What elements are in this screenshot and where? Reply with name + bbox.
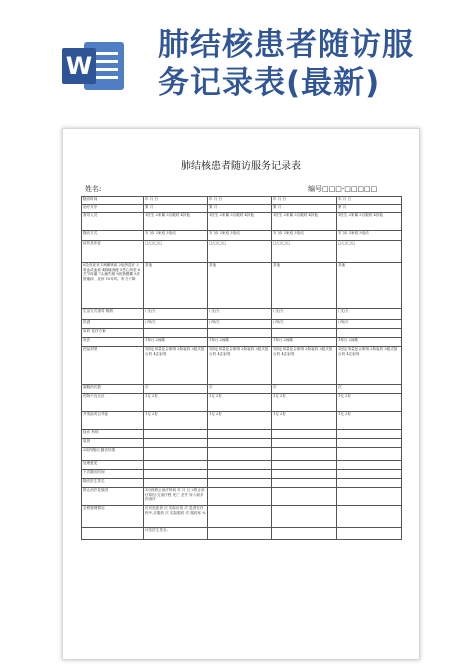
table-row bbox=[82, 197, 402, 205]
visit-cell[interactable] bbox=[208, 470, 272, 479]
visit-cell[interactable] bbox=[272, 470, 337, 479]
visit-cell[interactable] bbox=[208, 439, 272, 448]
visit-cell[interactable]: 1每日 2间歇 bbox=[144, 338, 208, 347]
visit-cell[interactable]: / 支/天 bbox=[208, 309, 272, 320]
visit-cell[interactable] bbox=[144, 448, 208, 461]
visit-cell[interactable]: 1每日 2间歇 bbox=[272, 338, 337, 347]
visit-cell[interactable]: 1无 2有 bbox=[272, 412, 337, 430]
visit-cell[interactable] bbox=[337, 448, 402, 461]
visit-cell[interactable]: 1无 2有 bbox=[144, 412, 208, 430]
row-label-cell: 随访时间 bbox=[82, 197, 144, 205]
visit-cell[interactable] bbox=[337, 430, 402, 439]
table-row bbox=[82, 448, 402, 461]
banner-title-line1: 肺结核患者随访服 bbox=[158, 27, 414, 63]
row-label-cell: 下次随访时间 bbox=[82, 470, 144, 479]
table-row bbox=[82, 461, 402, 470]
visit-cell[interactable]: / 支/天 bbox=[337, 309, 402, 320]
table-row bbox=[82, 329, 402, 338]
table-row bbox=[82, 394, 402, 412]
visit-cell[interactable]: □/□/□/□ bbox=[337, 241, 402, 263]
table-row bbox=[82, 263, 402, 309]
banner-title-line2: 务记录表(最新) bbox=[158, 65, 381, 101]
visit-cell[interactable]: 1每日 2间歇 bbox=[208, 338, 272, 347]
visit-cell[interactable]: 1固定剂量复合制剂 2散装药 3板式组合药 4注射剂 bbox=[208, 347, 272, 385]
visit-cell[interactable]: 1门诊 2家庭 3电话 bbox=[208, 231, 272, 241]
row-label-cell: 药品剂型 bbox=[82, 347, 144, 385]
visit-cell[interactable] bbox=[272, 448, 337, 461]
banner-title bbox=[158, 26, 414, 102]
visit-cell[interactable]: 次 bbox=[272, 385, 337, 394]
visit-cell[interactable]: 次 bbox=[208, 385, 272, 394]
visit-cell[interactable]: 1医生 2家属 3自服药 4其他 bbox=[208, 213, 272, 231]
row-label-cell: 用药 化疗方案 bbox=[82, 329, 144, 338]
visit-cell[interactable]: 1门诊 2家庭 3电话 bbox=[144, 231, 208, 241]
visit-cell[interactable]: 1无 2有 bbox=[272, 394, 337, 412]
visit-cell[interactable]: 1固定剂量复合制剂 2散装药 3板式组合药 4注射剂 bbox=[272, 347, 337, 385]
table-row bbox=[82, 479, 402, 488]
name-label: 姓名: bbox=[85, 185, 102, 193]
visit-cell[interactable] bbox=[208, 430, 272, 439]
visit-cell[interactable]: 1门诊 2家庭 3电话 bbox=[337, 231, 402, 241]
visit-cell[interactable]: 其他 bbox=[337, 263, 402, 309]
visit-cell[interactable] bbox=[337, 329, 402, 338]
visit-cell[interactable]: 1无 2有 bbox=[337, 394, 402, 412]
visit-cell[interactable] bbox=[208, 488, 272, 506]
visit-cell[interactable] bbox=[337, 506, 402, 528]
visit-cell[interactable]: 其他 bbox=[272, 263, 337, 309]
visit-cell[interactable]: 次 bbox=[337, 385, 402, 394]
visit-cell[interactable] bbox=[208, 448, 272, 461]
table-row bbox=[82, 205, 402, 213]
visit-cell[interactable]: 次 bbox=[144, 385, 208, 394]
row-label-cell: 2周内随访,随访结果 bbox=[82, 448, 144, 461]
visit-cell[interactable]: 1医生 2家属 3自服药 4其他 bbox=[272, 213, 337, 231]
visit-cell[interactable] bbox=[272, 439, 337, 448]
id-label: 编号□□□-□□□□□ bbox=[308, 185, 378, 193]
visit-cell[interactable]: / 支/天 bbox=[272, 309, 337, 320]
table-row bbox=[82, 338, 402, 347]
row-label-cell: 停止治疗及原因 bbox=[82, 488, 144, 506]
visit-cell[interactable] bbox=[144, 430, 208, 439]
table-row bbox=[82, 506, 402, 528]
visit-cell[interactable]: 应访视患者 次 实际访视 次 患者在疗程中,应服药 次 实际服药 次 服药率 % bbox=[144, 506, 208, 528]
visit-cell[interactable] bbox=[144, 479, 208, 488]
visit-cell[interactable] bbox=[208, 479, 272, 488]
row-label-cell bbox=[82, 528, 144, 540]
visit-cell[interactable]: 第 月 bbox=[208, 205, 272, 213]
table-row bbox=[82, 347, 402, 385]
table-row bbox=[82, 241, 402, 263]
visit-cell[interactable] bbox=[272, 329, 337, 338]
visit-cell[interactable] bbox=[337, 461, 402, 470]
visit-cell[interactable]: 评估医生签名: bbox=[144, 528, 208, 540]
row-label-cell: 药物不良反应 bbox=[82, 394, 144, 412]
visit-cell[interactable] bbox=[272, 488, 337, 506]
row-label-cell: 饮酒 bbox=[82, 320, 144, 329]
visit-cell[interactable]: □/□/□/□ bbox=[272, 241, 337, 263]
word-icon bbox=[62, 38, 126, 94]
row-label-cell: 督导人员 bbox=[82, 213, 144, 231]
visit-cell[interactable]: 其他 bbox=[208, 263, 272, 309]
visit-cell[interactable] bbox=[337, 479, 402, 488]
visit-cell[interactable] bbox=[337, 528, 402, 540]
visit-cell[interactable]: 年 月 日 bbox=[144, 197, 208, 205]
visit-cell[interactable] bbox=[208, 461, 272, 470]
visit-cell[interactable] bbox=[208, 506, 272, 528]
table-row bbox=[82, 470, 402, 479]
visit-cell[interactable] bbox=[337, 488, 402, 506]
visit-cell[interactable]: 年 月 日 bbox=[272, 197, 337, 205]
visit-cell[interactable]: 年 月 日 bbox=[208, 197, 272, 205]
visit-cell[interactable]: / 两/天 bbox=[272, 320, 337, 329]
table-row bbox=[82, 439, 402, 448]
visit-cell[interactable]: 1每日 2间歇 bbox=[337, 338, 402, 347]
visit-cell[interactable]: 其他 bbox=[144, 263, 208, 309]
visit-cell[interactable] bbox=[337, 439, 402, 448]
visit-cell[interactable] bbox=[272, 528, 337, 540]
visit-cell[interactable]: 1医生 2家属 3自服药 4其他 bbox=[337, 213, 402, 231]
row-label-cell: 随访医生签名 bbox=[82, 479, 144, 488]
visit-cell[interactable]: 1固定剂量复合制剂 2散装药 3板式组合药 4注射剂 bbox=[337, 347, 402, 385]
visit-cell[interactable]: □/□/□/□ bbox=[144, 241, 208, 263]
visit-cell[interactable]: □/□/□/□ bbox=[208, 241, 272, 263]
visit-cell[interactable] bbox=[208, 528, 272, 540]
document-page bbox=[62, 128, 420, 660]
visit-cell[interactable] bbox=[208, 329, 272, 338]
visit-cell[interactable]: / 支/天 bbox=[144, 309, 208, 320]
row-label-cell: 随访方式 bbox=[82, 231, 144, 241]
visit-cell[interactable]: 第 月 bbox=[337, 205, 402, 213]
followup-form-table bbox=[81, 196, 402, 540]
table-row bbox=[82, 488, 402, 506]
svg-text:W: W bbox=[65, 52, 93, 80]
visit-cell[interactable]: / 两/天 bbox=[337, 320, 402, 329]
row-label-cell: 治疗月序 bbox=[82, 205, 144, 213]
header-banner bbox=[0, 0, 474, 118]
table-row bbox=[82, 385, 402, 394]
visit-cell[interactable]: 1固定剂量复合制剂 2散装药 3板式组合药 4注射剂 bbox=[144, 347, 208, 385]
row-label-cell: 转诊 科别 bbox=[82, 430, 144, 439]
row-label-cell: 处理意见 bbox=[82, 461, 144, 470]
table-row bbox=[82, 528, 402, 540]
document-title: 肺结核患者随访服务记录表 bbox=[181, 161, 301, 172]
table-row bbox=[82, 213, 402, 231]
table-row bbox=[82, 430, 402, 439]
row-label-cell: 症状及体征 bbox=[82, 241, 144, 263]
visit-cell[interactable] bbox=[144, 461, 208, 470]
row-label-cell: 用法 bbox=[82, 338, 144, 347]
visit-cell[interactable] bbox=[337, 470, 402, 479]
visit-cell[interactable] bbox=[272, 430, 337, 439]
visit-cell[interactable]: 1无 2有 bbox=[144, 394, 208, 412]
row-label-cell: 并发症或合并症 bbox=[82, 412, 144, 430]
visit-cell[interactable]: 第 月 bbox=[272, 205, 337, 213]
row-label-cell: 原因 bbox=[82, 439, 144, 448]
visit-cell[interactable] bbox=[272, 506, 337, 528]
visit-cell[interactable]: / 两/天 bbox=[144, 320, 208, 329]
row-label-cell: 漏服药次数 bbox=[82, 385, 144, 394]
visit-cell[interactable]: 1出现停止治疗时间 年 月 日 2停止治疗原因:完成疗程 死亡 丢失 转入耐多药治疗 bbox=[144, 488, 208, 506]
row-label-cell: 全程管理情况 bbox=[82, 506, 144, 528]
table-row bbox=[82, 309, 402, 320]
table-row bbox=[82, 412, 402, 430]
visit-cell[interactable]: 1无 2有 bbox=[337, 412, 402, 430]
visit-cell[interactable]: 1无 2有 bbox=[208, 394, 272, 412]
visit-cell[interactable]: / 两/天 bbox=[208, 320, 272, 329]
visit-cell[interactable] bbox=[144, 439, 208, 448]
visit-cell[interactable] bbox=[272, 479, 337, 488]
visit-cell[interactable]: 1医生 2家属 3自服药 4其他 bbox=[144, 213, 208, 231]
visit-cell[interactable]: 第 月 bbox=[144, 205, 208, 213]
row-label-cell: 生活方式指导 吸烟 bbox=[82, 309, 144, 320]
visit-cell[interactable] bbox=[144, 329, 208, 338]
table-row bbox=[82, 320, 402, 329]
visit-cell[interactable]: 年 月 日 bbox=[337, 197, 402, 205]
visit-cell[interactable] bbox=[144, 470, 208, 479]
visit-cell[interactable] bbox=[272, 461, 337, 470]
visit-cell[interactable]: 1无 2有 bbox=[208, 412, 272, 430]
row-label-cell: 0没有症状 1咳嗽咳痰 2低热盗汗 3咯血或血痰 4胸痛消瘦 5恶心纳差 6关节疼痛 7头痛失眠 8视物模糊 9皮肤瘙痒、皮疹 10耳鸣、听力下降 bbox=[82, 263, 144, 309]
table-row bbox=[82, 231, 402, 241]
visit-cell[interactable]: 1门诊 2家庭 3电话 bbox=[272, 231, 337, 241]
